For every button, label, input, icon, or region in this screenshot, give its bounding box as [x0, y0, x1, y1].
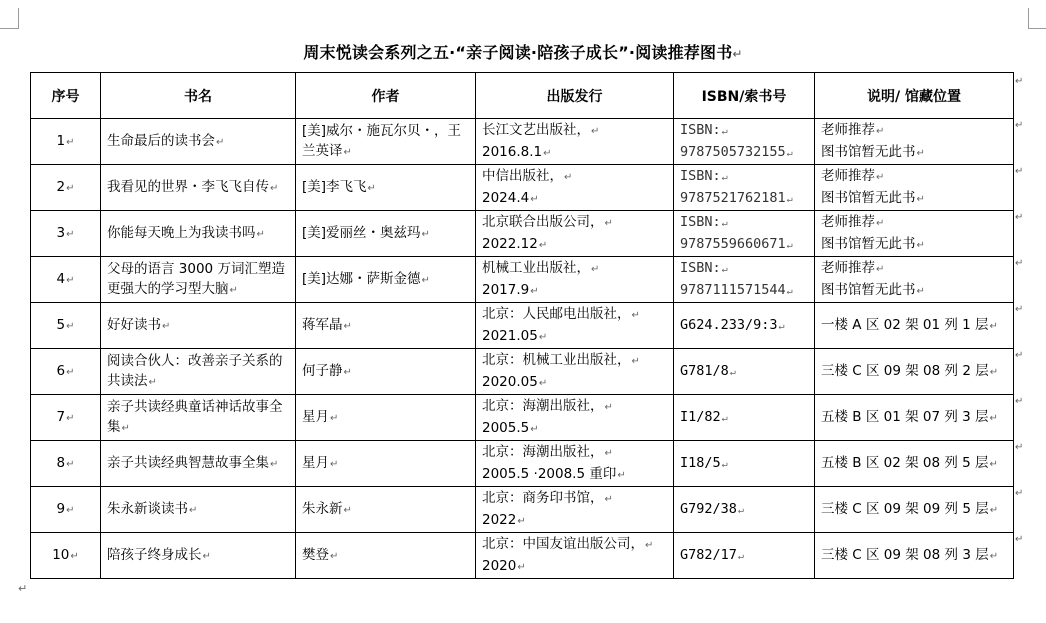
cell-title-text: 亲子共读经典智慧故事全集	[107, 454, 269, 471]
cell-publisher	[476, 211, 674, 257]
cell-publisher-text: 2022	[482, 511, 517, 528]
paragraph-mark-icon: ↵	[721, 171, 728, 183]
cell-author-text: 樊登	[302, 546, 329, 563]
cell-author-text: 何子静	[302, 362, 343, 379]
header-title: 书名	[101, 73, 296, 119]
paragraph-mark-icon: ↵	[66, 366, 75, 378]
table-row	[31, 441, 1014, 487]
cell-publisher-text: 2020	[482, 557, 517, 574]
cell-call-number-text: I18/5	[680, 454, 721, 471]
paragraph-mark-icon: ↵	[786, 285, 793, 297]
paragraph-mark-icon: ↵	[786, 193, 793, 205]
paragraph-mark-icon: ↵	[66, 412, 75, 424]
cell-author-text: [美]威尔・施瓦尔贝・，王兰英译	[302, 122, 462, 159]
cell-seq	[31, 487, 101, 533]
cell-author	[296, 165, 476, 211]
paragraph-mark-icon: ↵	[202, 550, 211, 562]
cell-title-text: 亲子共读经典童话神话故事全集	[107, 398, 283, 435]
paragraph-mark-icon: ↵	[737, 504, 744, 516]
cell-note-text: 三楼 C 区 09 架 09 列 5 层	[821, 500, 989, 517]
cell-call-number	[674, 119, 815, 165]
row-end-mark-icon: ↵	[1015, 258, 1024, 269]
cell-author-text: 星月	[302, 408, 329, 425]
paragraph-mark-icon: ↵	[631, 355, 640, 367]
cell-seq	[31, 533, 101, 579]
cell-publisher-text: 2016.8.1	[482, 143, 543, 160]
cell-publisher-text: 北京：商务印书馆，	[482, 489, 604, 506]
cell-publisher	[476, 395, 674, 441]
paragraph-mark-icon: ↵	[66, 458, 75, 470]
cell-call-number-text: 9787505732155	[680, 143, 786, 160]
cell-author	[296, 303, 476, 349]
row-end-mark-icon: ↵	[1015, 212, 1024, 223]
paragraph-mark-icon: ↵	[916, 147, 925, 159]
cell-publisher-text: 2005.5 ·2008.5 重印	[482, 465, 617, 482]
cell-call-number	[674, 165, 815, 211]
paragraph-mark-icon: ↵	[66, 504, 75, 516]
paragraph-mark-icon: ↵	[617, 469, 626, 481]
table-body	[31, 119, 1014, 579]
cell-note	[815, 303, 1014, 349]
cell-publisher-text: 2005.5	[482, 419, 530, 436]
table-row	[31, 165, 1014, 211]
cell-publisher-text: 北京：人民邮电出版社，	[482, 305, 631, 322]
cell-seq	[31, 395, 101, 441]
cell-title-text: 父母的语言 3000 万词汇塑造更强大的学习型大脑	[107, 260, 285, 297]
paragraph-mark-icon: ↵	[604, 493, 613, 505]
paragraph-mark-icon: ↵	[604, 217, 613, 229]
cell-author	[296, 257, 476, 303]
paragraph-mark-icon: ↵	[121, 422, 130, 434]
cell-publisher	[476, 487, 674, 533]
cell-note-text: 老师推荐	[821, 121, 875, 138]
row-end-mark-icon: ↵	[1015, 442, 1024, 453]
paragraph-mark-icon: ↵	[229, 284, 238, 296]
cell-author	[296, 441, 476, 487]
cell-author	[296, 119, 476, 165]
table-row	[31, 303, 1014, 349]
cell-seq-text: 4	[56, 270, 66, 287]
cell-publisher-text: 北京联合出版公司，	[482, 213, 604, 230]
book-table	[30, 72, 1014, 579]
header-seq: 序号	[31, 73, 101, 119]
paragraph-mark-icon: ↵	[538, 331, 548, 343]
cell-title-text: 我看见的世界・李飞飞自传	[107, 178, 269, 195]
cell-call-number-text: G624.233/9:3	[680, 316, 778, 333]
cell-call-number-text: 9787559660671	[680, 235, 786, 252]
paragraph-mark-icon: ↵	[530, 423, 539, 435]
table-row	[31, 395, 1014, 441]
paragraph-mark-icon: ↵	[367, 182, 376, 194]
cell-call-number	[674, 395, 815, 441]
row-end-mark-icon: ↵	[1015, 76, 1024, 87]
cell-note	[815, 257, 1014, 303]
cell-seq-text: 6	[56, 362, 66, 379]
cell-call-number-text: ISBN:	[680, 167, 721, 184]
cell-call-number-text: 9787111571544	[680, 281, 786, 298]
cell-call-number-text: 9787521762181	[680, 189, 786, 206]
cell-publisher	[476, 349, 674, 395]
cell-title	[101, 349, 296, 395]
paragraph-mark-icon: ↵	[343, 366, 352, 378]
cell-title	[101, 533, 296, 579]
cell-call-number	[674, 303, 815, 349]
paragraph-mark-icon: ↵	[256, 228, 265, 240]
document-title-text: 周末悦读会系列之五·“亲子阅读·陪孩子成长”·阅读推荐图书	[303, 43, 733, 62]
cell-seq	[31, 349, 101, 395]
cell-publisher-text: 2022.12	[482, 235, 538, 252]
cell-seq	[31, 119, 101, 165]
paragraph-mark-icon: ↵	[530, 193, 539, 205]
paragraph-mark-icon: ↵	[421, 274, 430, 286]
paragraph-mark-icon: ↵	[66, 320, 75, 332]
paragraph-mark-icon: ↵	[66, 228, 75, 240]
cell-note	[815, 119, 1014, 165]
cell-title	[101, 257, 296, 303]
cell-title	[101, 165, 296, 211]
cell-title-text: 生命最后的读书会	[107, 132, 215, 149]
cell-call-number	[674, 487, 815, 533]
paragraph-mark-icon: ↵	[421, 228, 430, 240]
cell-call-number	[674, 533, 815, 579]
row-end-mark-icon: ↵	[1015, 304, 1024, 315]
cell-seq	[31, 165, 101, 211]
paragraph-mark-icon: ↵	[604, 447, 613, 459]
paragraph-mark-icon: ↵	[732, 47, 743, 61]
paragraph-mark-icon: ↵	[330, 458, 339, 470]
cell-author-text: [美]达娜・萨斯金德	[302, 270, 421, 287]
cell-seq-text: 7	[56, 408, 66, 425]
paragraph-mark-icon: ↵	[778, 320, 785, 332]
row-end-mark-icon: ↵	[1015, 396, 1024, 407]
paragraph-mark-icon: ↵	[721, 458, 728, 470]
cell-seq-text: 1	[56, 132, 66, 149]
paragraph-mark-icon: ↵	[721, 217, 728, 229]
paragraph-mark-icon: ↵	[216, 136, 225, 148]
cell-publisher	[476, 257, 674, 303]
cell-call-number	[674, 211, 815, 257]
cell-author	[296, 487, 476, 533]
paragraph-mark-icon: ↵	[538, 239, 548, 251]
cell-seq-text: 10	[52, 546, 70, 563]
paragraph-mark-icon: ↵	[66, 182, 75, 194]
cell-note-text: 图书馆暂无此书	[821, 235, 916, 252]
cell-seq	[31, 441, 101, 487]
cell-publisher	[476, 303, 674, 349]
header-call-number: ISBN/索书号	[674, 73, 815, 119]
cell-author	[296, 211, 476, 257]
cell-seq-text: 8	[56, 454, 66, 471]
cell-author-text: [美]李飞飞	[302, 178, 367, 195]
cell-author	[296, 395, 476, 441]
paragraph-mark-icon: ↵	[721, 263, 728, 275]
paragraph-mark-icon: ↵	[876, 171, 885, 183]
paragraph-mark-icon: ↵	[343, 320, 352, 332]
table-row	[31, 119, 1014, 165]
cell-title-text: 阅读合伙人：改善亲子关系的共读法	[107, 352, 283, 389]
paragraph-mark-icon: ↵	[70, 550, 79, 562]
paragraph-mark-icon: ↵	[162, 320, 171, 332]
cell-title	[101, 303, 296, 349]
cell-call-number	[674, 441, 815, 487]
paragraph-mark-icon: ↵	[330, 550, 339, 562]
cell-publisher-text: 中信出版社，	[482, 167, 563, 184]
cell-publisher-text: 长江文艺出版社，	[482, 121, 590, 138]
cell-publisher-text: 2017.9	[482, 281, 530, 298]
cell-title	[101, 487, 296, 533]
header-author: 作者	[296, 73, 476, 119]
paragraph-mark-icon: ↵	[543, 147, 552, 159]
cell-seq	[31, 211, 101, 257]
cell-note-text: 一楼 A 区 02 架 01 列 1 层	[821, 316, 989, 333]
cell-call-number-text: G782/17	[680, 546, 737, 563]
page-corner-mark-right	[1028, 8, 1046, 29]
header-note: 说明/ 馆藏位置	[815, 73, 1014, 119]
cell-title-text: 陪孩子终身成长	[107, 546, 202, 563]
cell-note	[815, 487, 1014, 533]
paragraph-mark-icon: ↵	[517, 515, 526, 527]
paragraph-mark-icon: ↵	[591, 263, 600, 275]
paragraph-mark-icon: ↵	[729, 366, 736, 378]
cell-note-text: 图书馆暂无此书	[821, 189, 916, 206]
cell-note-text: 五楼 B 区 01 架 07 列 3 层	[821, 408, 989, 425]
cell-publisher-text: 机械工业出版社，	[482, 259, 590, 276]
paragraph-mark-icon: ↵	[645, 539, 654, 551]
paragraph-mark-icon: ↵	[786, 147, 793, 159]
paragraph-mark-icon: ↵	[916, 239, 925, 251]
document-end-mark-icon: ↵	[18, 582, 28, 595]
cell-author	[296, 533, 476, 579]
cell-title	[101, 211, 296, 257]
cell-note-text: 三楼 C 区 09 架 08 列 2 层	[821, 362, 989, 379]
cell-note-text: 五楼 B 区 02 架 08 列 5 层	[821, 454, 989, 471]
cell-note	[815, 165, 1014, 211]
paragraph-mark-icon: ↵	[989, 458, 998, 470]
table-row	[31, 349, 1014, 395]
cell-note	[815, 395, 1014, 441]
document-title	[0, 40, 1046, 63]
cell-publisher-text: 2020.05	[482, 373, 538, 390]
paragraph-mark-icon: ↵	[66, 274, 75, 286]
cell-seq	[31, 257, 101, 303]
cell-call-number-text: G781/8	[680, 362, 729, 379]
paragraph-mark-icon: ↵	[591, 125, 600, 137]
paragraph-mark-icon: ↵	[343, 146, 352, 158]
cell-note	[815, 533, 1014, 579]
cell-title-text: 好好读书	[107, 316, 161, 333]
cell-publisher	[476, 441, 674, 487]
cell-call-number-text: I1/82	[680, 408, 721, 425]
table-row	[31, 257, 1014, 303]
table-header-row	[31, 73, 1014, 119]
paragraph-mark-icon: ↵	[631, 309, 640, 321]
cell-author-text: 朱永新	[302, 500, 343, 517]
paragraph-mark-icon: ↵	[989, 366, 999, 378]
row-end-mark-icon: ↵	[1015, 120, 1024, 131]
cell-seq-text: 2	[56, 178, 66, 195]
cell-note	[815, 349, 1014, 395]
cell-note	[815, 441, 1014, 487]
cell-publisher	[476, 165, 674, 211]
table-row	[31, 487, 1014, 533]
cell-call-number-text: ISBN:	[680, 259, 721, 276]
cell-title-text: 你能每天晚上为我读书吗	[107, 224, 256, 241]
cell-publisher-text: 北京：机械工业出版社，	[482, 351, 631, 368]
row-end-mark-icon: ↵	[1015, 350, 1024, 361]
cell-note-text: 老师推荐	[821, 259, 875, 276]
paragraph-mark-icon: ↵	[721, 125, 728, 137]
cell-call-number-text: ISBN:	[680, 213, 721, 230]
paragraph-mark-icon: ↵	[989, 504, 999, 516]
paragraph-mark-icon: ↵	[330, 412, 339, 424]
cell-publisher-text: 2024.4	[482, 189, 530, 206]
paragraph-mark-icon: ↵	[876, 125, 885, 137]
paragraph-mark-icon: ↵	[270, 458, 279, 470]
paragraph-mark-icon: ↵	[530, 285, 539, 297]
cell-publisher-text: 北京：中国友谊出版公司，	[482, 535, 644, 552]
paragraph-mark-icon: ↵	[270, 182, 279, 194]
cell-note-text: 三楼 C 区 09 架 08 列 3 层	[821, 546, 989, 563]
cell-note-text: 老师推荐	[821, 213, 875, 230]
paragraph-mark-icon: ↵	[989, 412, 998, 424]
cell-note	[815, 211, 1014, 257]
cell-publisher	[476, 533, 674, 579]
cell-publisher-text: 北京：海潮出版社，	[482, 443, 604, 460]
cell-call-number-text: G792/38	[680, 500, 737, 517]
cell-author	[296, 349, 476, 395]
cell-call-number	[674, 349, 815, 395]
row-end-mark-icon: ↵	[1015, 488, 1024, 499]
cell-note-text: 图书馆暂无此书	[821, 281, 916, 298]
cell-call-number-text: ISBN:	[680, 121, 721, 138]
paragraph-mark-icon: ↵	[148, 376, 157, 388]
cell-seq-text: 9	[56, 500, 66, 517]
cell-author-text: [美]爱丽丝・奥兹玛	[302, 224, 421, 241]
paragraph-mark-icon: ↵	[989, 320, 998, 332]
cell-title	[101, 441, 296, 487]
paragraph-mark-icon: ↵	[538, 377, 548, 389]
paragraph-mark-icon: ↵	[737, 550, 744, 562]
cell-author-text: 星月	[302, 454, 329, 471]
paragraph-mark-icon: ↵	[517, 561, 526, 573]
cell-call-number	[674, 257, 815, 303]
cell-note-text: 图书馆暂无此书	[821, 143, 916, 160]
cell-publisher-text: 北京：海潮出版社，	[482, 397, 604, 414]
paragraph-mark-icon: ↵	[189, 504, 198, 516]
paragraph-mark-icon: ↵	[343, 504, 352, 516]
cell-title	[101, 119, 296, 165]
cell-seq-text: 5	[56, 316, 66, 333]
paragraph-mark-icon: ↵	[876, 263, 885, 275]
cell-title	[101, 395, 296, 441]
paragraph-mark-icon: ↵	[604, 401, 613, 413]
cell-title-text: 朱永新谈读书	[107, 500, 188, 517]
page-corner-mark-left	[0, 8, 19, 29]
cell-note-text: 老师推荐	[821, 167, 875, 184]
header-publisher: 出版发行	[476, 73, 674, 119]
paragraph-mark-icon: ↵	[564, 171, 573, 183]
paragraph-mark-icon: ↵	[66, 136, 75, 148]
table-row	[31, 211, 1014, 257]
cell-seq	[31, 303, 101, 349]
paragraph-mark-icon: ↵	[916, 193, 925, 205]
table-row	[31, 533, 1014, 579]
paragraph-mark-icon: ↵	[786, 239, 793, 251]
cell-publisher-text: 2021.05	[482, 327, 538, 344]
row-end-mark-icon: ↵	[1015, 166, 1024, 177]
cell-publisher	[476, 119, 674, 165]
paragraph-mark-icon: ↵	[989, 550, 999, 562]
row-end-mark-icon: ↵	[1015, 534, 1024, 545]
paragraph-mark-icon: ↵	[876, 217, 885, 229]
cell-author-text: 蒋军晶	[302, 316, 343, 333]
cell-seq-text: 3	[56, 224, 66, 241]
paragraph-mark-icon: ↵	[721, 412, 728, 424]
paragraph-mark-icon: ↵	[916, 285, 925, 297]
